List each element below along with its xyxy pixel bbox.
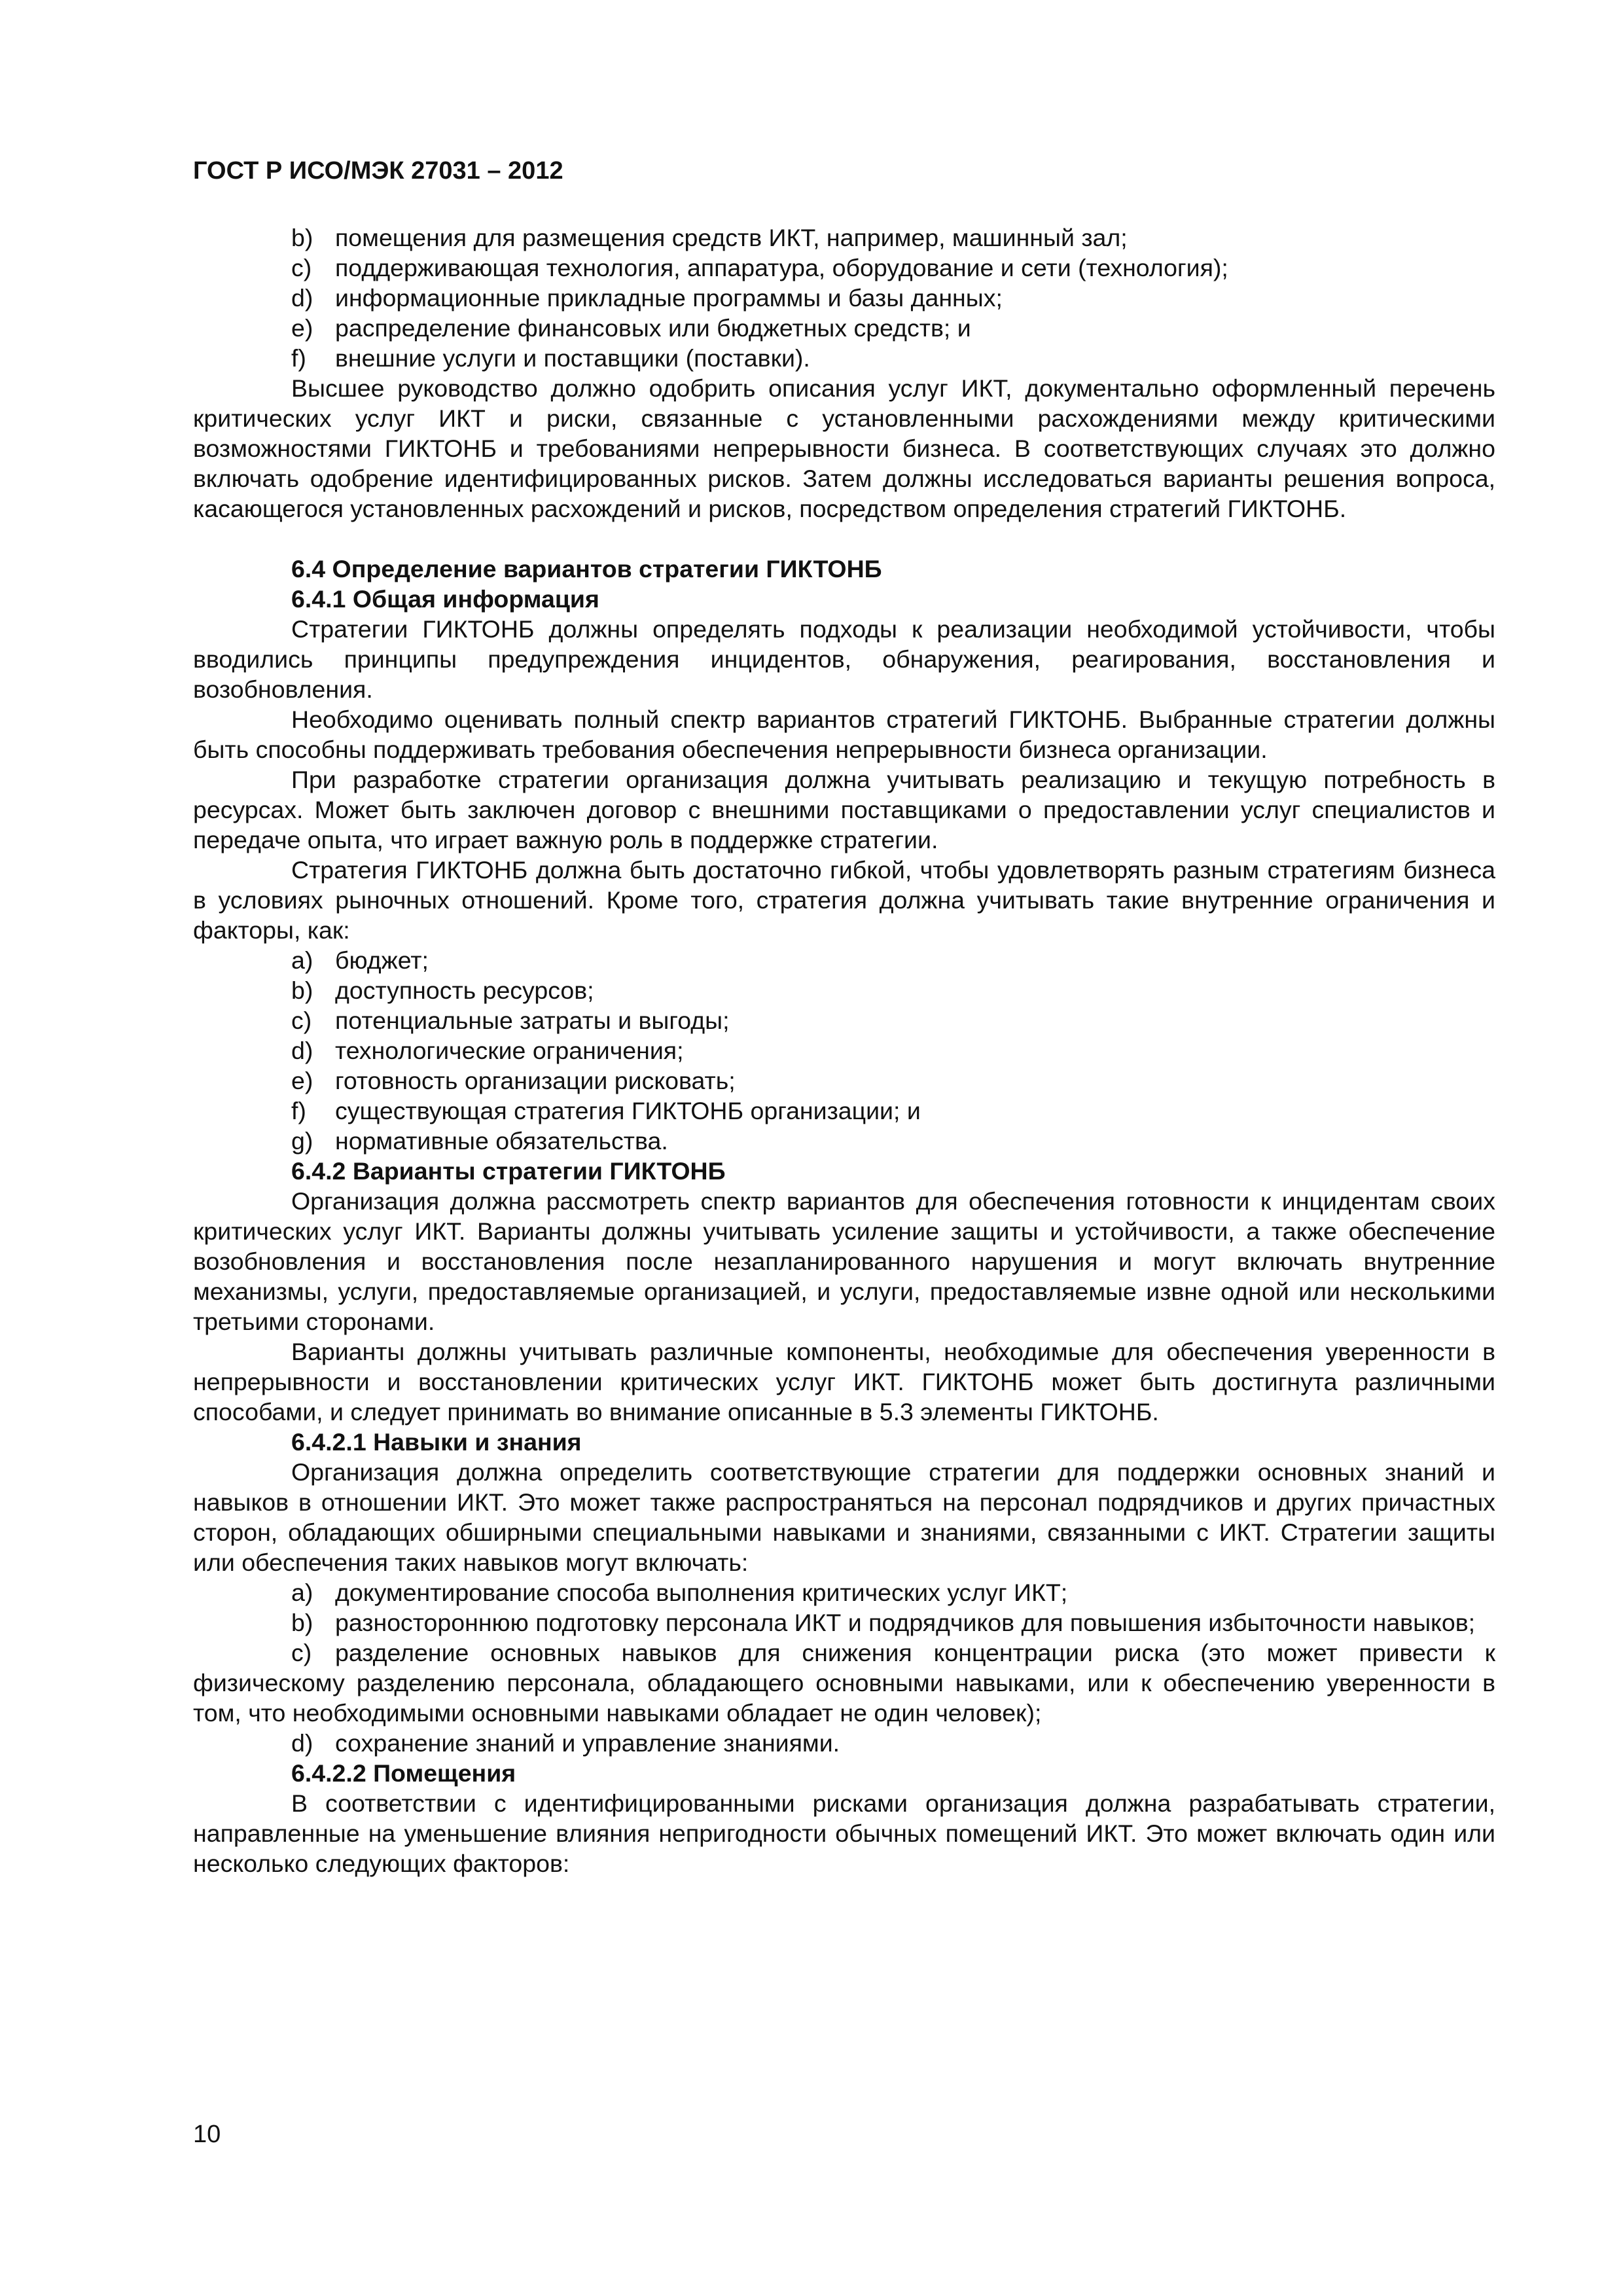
list-marker: d) [291, 284, 313, 312]
list-item [193, 1607, 1495, 1638]
list-item-text: разделение основных навыков для снижения концентрации риска (это может привести к физическому разделению персонала, обладающего основными навыками, или к обеспечению уверенности в том, что необходимыми основными навыками обладает не один человек); [193, 1639, 1495, 1727]
page-number: 10 [193, 2121, 221, 2148]
list-marker: a) [291, 946, 313, 974]
list-marker: a) [291, 1579, 313, 1606]
paragraph: Необходимо оценивать полный спектр вариантов стратегий ГИКТОНБ. Выбранные стратегии должны быть способны поддерживать требования обеспечения непрерывности бизнеса организации. [193, 706, 1495, 763]
list-item [193, 1126, 1495, 1156]
list-item-text: сохранение знаний и управление знаниями. [335, 1729, 840, 1757]
list-item-text: потенциальные затраты и выгоды; [335, 1007, 730, 1034]
list-item-text: готовность организации рисковать; [335, 1067, 736, 1094]
list-item [193, 1638, 1495, 1728]
list-item [193, 975, 1495, 1005]
list-skills [193, 1577, 1495, 1758]
list-item [193, 1728, 1495, 1758]
list-marker: e) [291, 1067, 313, 1094]
section-heading-6-4-2-2: 6.4.2.2 Помещения [291, 1759, 516, 1787]
list-marker: d) [291, 1037, 313, 1064]
list-marker: b) [291, 977, 313, 1004]
paragraph: Высшее руководство должно одобрить описания услуг ИКТ, документально оформленный перечень критических услуг ИКТ и риски, связанные с установленными расхождениями между критическими возможностями ГИКТОНБ и требованиями непрерывности бизнеса. В соответствующих случаях это должно включать одобрение идентифицированных рисков. Затем должны исследоваться варианты решения вопроса, касающегося установленных расхождений и рисков, посредством определения стратегий ГИКТОНБ. [193, 374, 1495, 522]
list-item [193, 945, 1495, 975]
list-item-text: технологические ограничения; [335, 1037, 684, 1064]
list-constraints [193, 945, 1495, 1156]
list-item [193, 1035, 1495, 1066]
list-item-text: доступность ресурсов; [335, 977, 594, 1004]
paragraph: Организация должна рассмотреть спектр вариантов для обеспечения готовности к инцидентам своих критических услуг ИКТ. Варианты должны учитывать усиление защиты и устойчивости, а также обеспечение возобновления и восстановления после незапланированного нарушения и могут включать внутренние механизмы, услуги, предоставляемые организацией, и услуги, предоставляемые извне одной или несколькими третьими сторонами. [193, 1187, 1495, 1335]
list-top [193, 223, 1495, 373]
list-item-text: разностороннюю подготовку персонала ИКТ и подрядчиков для повышения избыточности навыков; [335, 1609, 1476, 1636]
section-heading-6-4-1: 6.4.1 Общая информация [291, 585, 599, 613]
list-item-text: нормативные обязательства. [335, 1127, 668, 1155]
list-item-text: внешние услуги и поставщики (поставки). [335, 344, 810, 372]
list-item-text: информационные прикладные программы и базы данных; [335, 284, 1003, 312]
list-item-text: помещения для размещения средств ИКТ, например, машинный зал; [335, 224, 1128, 251]
list-marker: b) [291, 1609, 313, 1636]
list-item [193, 283, 1495, 313]
section-heading-6-4-2-1: 6.4.2.1 Навыки и знания [291, 1428, 582, 1456]
paragraph: Организация должна определить соответствующие стратегии для поддержки основных знаний и навыков в отношении ИКТ. Это может также распространяться на персонал подрядчиков и других причастных сторон, обладающих обширными специальными навыками и знаниями, связанными с ИКТ. Стратегии защиты или обеспечения таких навыков могут включать: [193, 1458, 1495, 1576]
list-item [193, 223, 1495, 253]
document-header: ГОСТ Р ИСО/МЭК 27031 – 2012 [193, 157, 563, 185]
section-heading-6-4: 6.4 Определение вариантов стратегии ГИКТОНБ [291, 555, 882, 583]
list-item [193, 253, 1495, 283]
list-item [193, 1005, 1495, 1035]
list-marker: d) [291, 1729, 313, 1757]
list-marker: e) [291, 314, 313, 342]
list-marker: g) [291, 1127, 313, 1155]
list-marker: c) [291, 1639, 312, 1666]
spacer [193, 524, 1495, 554]
list-item-text: поддерживающая технология, аппаратура, оборудование и сети (технология); [335, 254, 1228, 281]
list-item [193, 343, 1495, 373]
paragraph: При разработке стратегии организация должна учитывать реализацию и текущую потребность в ресурсах. Может быть заключен договор с внешними поставщиками о предоставлении услуг специалистов и передаче опыта, что играет важную роль в поддержке стратегии. [193, 766, 1495, 853]
list-marker: b) [291, 224, 313, 251]
paragraph: Варианты должны учитывать различные компоненты, необходимые для обеспечения уверенности в непрерывности и восстановлении критических услуг ИКТ. ГИКТОНБ может быть достигнута различными способами, и следует принимать во внимание описанные в 5.3 элементы ГИКТОНБ. [193, 1338, 1495, 1426]
document-body [193, 223, 1495, 1878]
list-item [193, 1577, 1495, 1607]
list-item [193, 313, 1495, 343]
list-marker: f) [291, 344, 306, 372]
section-heading-6-4-2: 6.4.2 Варианты стратегии ГИКТОНБ [291, 1157, 726, 1185]
list-item [193, 1096, 1495, 1126]
paragraph: Стратегия ГИКТОНБ должна быть достаточно гибкой, чтобы удовлетворять разным стратегиям бизнеса в условиях рыночных отношений. Кроме того, стратегия должна учитывать такие внутренние ограничения и факторы, как: [193, 856, 1495, 944]
paragraph: В соответствии с идентифицированными рисками организация должна разрабатывать стратегии, направленные на уменьшение влияния непригодности обычных помещений ИКТ. Это может включать один или несколько следующих факторов: [193, 1789, 1495, 1877]
list-marker: c) [291, 1007, 312, 1034]
list-item-text: бюджет; [335, 946, 429, 974]
list-marker: f) [291, 1097, 306, 1124]
list-item-text: документирование способа выполнения критических услуг ИКТ; [335, 1579, 1068, 1606]
list-item-text: распределение финансовых или бюджетных средств; и [335, 314, 971, 342]
list-item-text: существующая стратегия ГИКТОНБ организации; и [335, 1097, 921, 1124]
list-item [193, 1066, 1495, 1096]
list-marker: c) [291, 254, 312, 281]
paragraph: Стратегии ГИКТОНБ должны определять подходы к реализации необходимой устойчивости, чтобы вводились принципы предупреждения инцидентов, обнаружения, реагирования, восстановления и возобновления. [193, 615, 1495, 703]
